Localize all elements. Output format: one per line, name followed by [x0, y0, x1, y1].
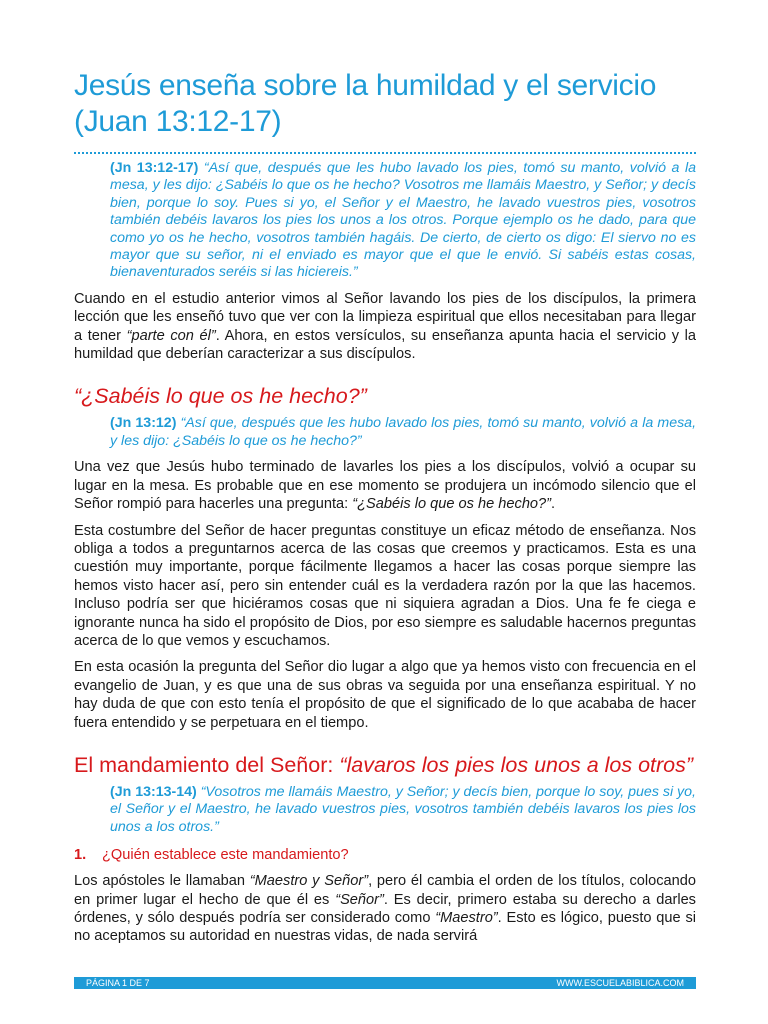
paragraph [74, 458, 696, 513]
paragraph-text: . Esto es lógico, puesto que si no aceptamos su autoridad en nuestras vidas, de nada servirá [74, 910, 696, 945]
verse-reference: (Jn 13:12-17) [110, 160, 199, 176]
paragraph [74, 290, 696, 364]
paragraph-emphasis: “parte con él” [126, 327, 216, 344]
paragraph-text: Una vez que Jesús hubo terminado de lavarles los pies a los discípulos, volvió a ocupar su lugar en la mesa. Es probable que en ese momento se produjera un incómodo silencio que el Señor rompió para hacerles una pregunta: [74, 459, 696, 513]
item-number: 1. [74, 847, 87, 864]
item-text: ¿Quién establece este mandamiento? [102, 847, 349, 864]
page-footer [74, 977, 696, 989]
numbered-subheading [74, 846, 696, 864]
paragraph-text: Cuando en el estudio anterior vimos al Señor lavando los pies de los discípulos, la primera lección que les enseñó tuvo que ver con la limpieza espiritual que ellos necesitaban para llegar a tener [74, 290, 696, 344]
paragraph-emphasis: “Maestro” [435, 910, 498, 926]
paragraph: En esta ocasión la pregunta del Señor dio lugar a algo que ya hemos visto con frecuencia en el evangelio de Juan, y es que una de sus obras va seguida por una enseñanza espiritual. Y no hay duda de que con esto tenía el propósito de que el significado de lo que acababa de hacer fuera entendido y se perpetuara en el tiempo. [74, 659, 696, 731]
verse-quote [110, 784, 696, 836]
verse-text: “Así que, después que les hubo lavado los pies, tomó su manto, volvió a la mesa, y les dijo: ¿Sabéis lo que os he hecho? Vosotros me llamáis Maestro, y Señor; y decís bien, porque lo soy. Pues si yo, el Señor y el Maestro, he lavado vuestros pies, vosotros también debéis lavaros los pies los unos a los otros. Porque ejemplo os he dado, para que como yo os he hecho, vosotros también hagáis. De cierto, de cierto os digo: El siervo no es mayor que su señor, ni el enviado es mayor que el que le envió. Si sabéis estas cosas, bienaventurados seréis si las hiciereis.” [110, 160, 696, 281]
paragraph-text: . Es decir, primero estaba su derecho a darles órdenes, y sólo después podría ser considerado como [74, 891, 696, 926]
paragraph-text: . Ahora, en estos versículos, su enseñanza apunta hacia el servicio y la humildad que deberían caracterizar a sus discípulos. [74, 327, 697, 363]
paragraph-text: . [551, 496, 556, 513]
page-content [74, 68, 696, 946]
paragraph-text: , pero él cambia el orden de los títulos, colocando en primer lugar el hecho de que él es [74, 873, 696, 908]
paragraph-emphasis: “Maestro y Señor” [249, 873, 369, 890]
section-heading-emphasis: “lavaros los pies los unos a los otros” [339, 752, 694, 777]
section-heading-text: “¿Sabéis lo que os he hecho?” [74, 384, 367, 409]
paragraph-emphasis: “Señor” [335, 891, 384, 908]
section-heading [74, 383, 696, 409]
section-heading-text: El mandamiento del Señor: [74, 752, 340, 777]
paragraph-emphasis: “¿Sabéis lo que os he hecho?” [352, 496, 552, 513]
verse-reference: (Jn 13:12) [110, 415, 177, 432]
site-url: WWW.ESCUELABIBLICA.COM [556, 978, 684, 988]
dotted-divider [74, 152, 696, 154]
page-number: PÁGINA 1 DE 7 [86, 978, 150, 988]
verse-reference: (Jn 13:13-14) [110, 783, 197, 800]
page-title: Jesús enseña sobre la humildad y el servicio (Juan 13:12-17) [74, 69, 657, 138]
verse-text: “Así que, después que les hubo lavado los pies, tomó su manto, volvió a la mesa, y les dijo: ¿Sabéis lo que os he hecho?” [110, 415, 697, 449]
verse-quote [110, 415, 696, 450]
paragraph: Esta costumbre del Señor de hacer preguntas constituye un eficaz método de enseñanza. Nos obliga a todos a preguntarnos acerca de las cosas que creemos y practicamos. Esta es una cuestión muy importante, porque fácilmente llegamos a hacer las cosas porque siempre las hemos visto hacer así, pero sin entender cuál es la verdadera razón por la que las hacemos. Incluso podría ser que hiciéramos cosas que ni siquiera agradan a Dios. Una fe fe ciega e ignorante nunca ha sido el propósito de Dios, por eso siempre es saludable hacernos preguntas acerca de lo que vemos y escuchamos. [74, 522, 696, 649]
paragraph [74, 872, 696, 946]
verse-quote [110, 160, 696, 282]
verse-text: “Vosotros me llamáis Maestro, y Señor; y decís bien, porque lo soy, pues si yo, el Señor y el Maestro, he lavado vuestros pies, vosotros también debéis lavaros los pies los unos a los otros.” [110, 783, 696, 835]
section-heading [74, 752, 696, 778]
paragraph-text: Los apóstoles le llamaban [74, 873, 250, 890]
